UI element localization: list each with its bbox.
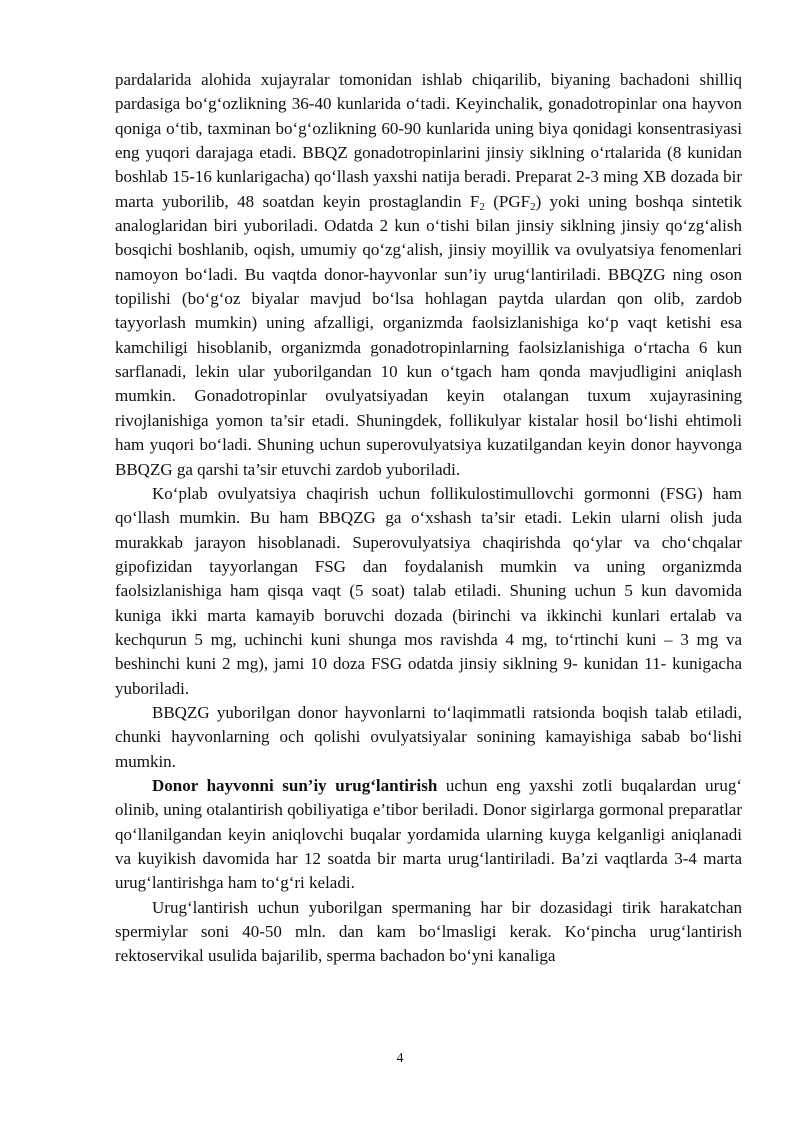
paragraph-3	[115, 701, 742, 774]
paragraph-1-text-a: pardalarida alohida xujayralar tomonidan ishlab chiqarilib, biyaning bachadoni shilliq pardasiga bo‘g‘ozlikning 36-40 kunlarida o‘tadi. Keyinchalik, gonadotropinlar ona hayvon qoniga o‘tib, taxminan bo‘g‘ozlikning 60-90 kunlarida uning biya qonidagi konsentrasiyasi eng yuqori darajaga etadi. BBQZ gonadotropinlarini jinsiy siklning o‘rtalarida (8 kunidan boshlab 15-16 kunlarigacha) qo‘llash yaxshi natija beradi. Preparat 2-3 ming XB dozada bir marta yuborilib, 48 soatdan keyin prostaglandin F	[115, 70, 742, 211]
page-number: 4	[396, 1051, 404, 1066]
body-text	[115, 68, 742, 969]
subscript-2: 2	[530, 200, 536, 213]
subscript-2: 2	[479, 200, 485, 213]
section-heading: Donor hayvonni sun’iy urug‘lantirish	[152, 775, 438, 795]
paragraph-4-text: uchun eng yaxshi zotli buqalardan urug‘ olinib, uning otalantirish qobiliyatiga e’tibor beriladi. Donor sigirlarga gormonal preparatlar qo‘llanilgandan keyin aniqlovchi buqalar yordamida ularning kuyga kelganligi aniqlanadi va kuyikish davomida har 12 soatda bir marta urug‘lantiriladi. Ba’zi vaqtlarda 3-4 marta urug‘lantirishga ham to‘g‘ri keladi.	[115, 775, 742, 893]
paragraph-5	[115, 896, 742, 969]
paragraph-2	[115, 482, 742, 701]
paragraph-1-text-c: ) yoki uning boshqa sintetik analoglaridan biri yuboriladi. Odatda 2 kun o‘tishi bilan jinsiy siklning jinsiy qo‘zg‘alish bosqichi boshlanib, oqish, umumiy qo‘zg‘alish, jinsiy moyillik va ovulyatsiya fenomenlari namoyon bo‘ladi. Bu vaqtda donor-hayvonlar sun’iy urug‘lantiriladi. BBQZG ning oson topilishi (bo‘g‘oz biyalar mavjud bo‘lsa hohlagan paytda ulardan qon olib, zardob tayyorlash mumkin) uning afzalligi, organizmda faolsizlanishiga ko‘p vaqt ketishi esa kamchiligi hisoblanib, organizmda gonadotropinlarning faolsizlanishiga o‘rtacha 6 kun sarflanadi, lekin ular yuborilgandan 10 kun o‘tgach ham qonda mavjudligini aniqlash mumkin. Gonadotropinlar ovulyatsiyadan keyin otalangan tuxum xujayrasining rivojlanishiga yomon ta’sir etadi. Shuningdek, follikulyar kistalar hosil bo‘lishi ehtimoli ham yuqori bo‘ladi. Shuning uchun superovulyatsiya kuzatilgandan keyin donor hayvonga BBQZG ga qarshi ta’sir etuvchi zardob yuboriladi.	[115, 191, 742, 479]
paragraph-1-text-b: (PGF	[484, 191, 531, 211]
paragraph-3-text: BBQZG yuborilgan donor hayvonlarni to‘laqimmatli ratsionda boqish talab etiladi, chunki hayvonlarning och qolishi ovulyatsiyalar sonining kamayishiga sabab bo‘lishi mumkin.	[115, 702, 742, 771]
paragraph-2-text: Ko‘plab ovulyatsiya chaqirish uchun follikulostimullovchi gormonni (FSG) ham qo‘llash mumkin. Bu ham BBQZG ga o‘xshash ta’sir etadi. Lekin ularni olish juda murakkab jarayon hisoblanadi. Superovulyatsiya chaqirishda qo‘ylar va cho‘chqalar gipofizidan tayyorlangan FSG dan foydalanish mumkin va uning organizmda faolsizlanishiga ham qisqa vaqt (5 soat) talab etiladi. Shuning uchun 5 kun davomida kuniga ikki marta kamayib boruvchi dozada (birinchi va ikkinchi kunlari ertalab va kechqurun 5 mg, uchinchi kuni shunga mos ravishda 4 mg, to‘rtinchi kuni – 3 mg va beshinchi kuni 2 mg), jami 10 doza FSG odatda jinsiy siklning 9- kunidan 11- kunigacha yuboriladi.	[115, 483, 742, 698]
paragraph-1	[115, 68, 742, 482]
paragraph-4	[115, 774, 742, 896]
paragraph-5-text: Urug‘lantirish uchun yuborilgan spermaning har bir dozasidagi tirik harakatchan spermiylar soni 40-50 mln. dan kam bo‘lmasligi kerak. Ko‘pincha urug‘lantirish rektoservikal usulida bajarilib, sperma bachadon bo‘yni kanaliga	[115, 897, 742, 966]
